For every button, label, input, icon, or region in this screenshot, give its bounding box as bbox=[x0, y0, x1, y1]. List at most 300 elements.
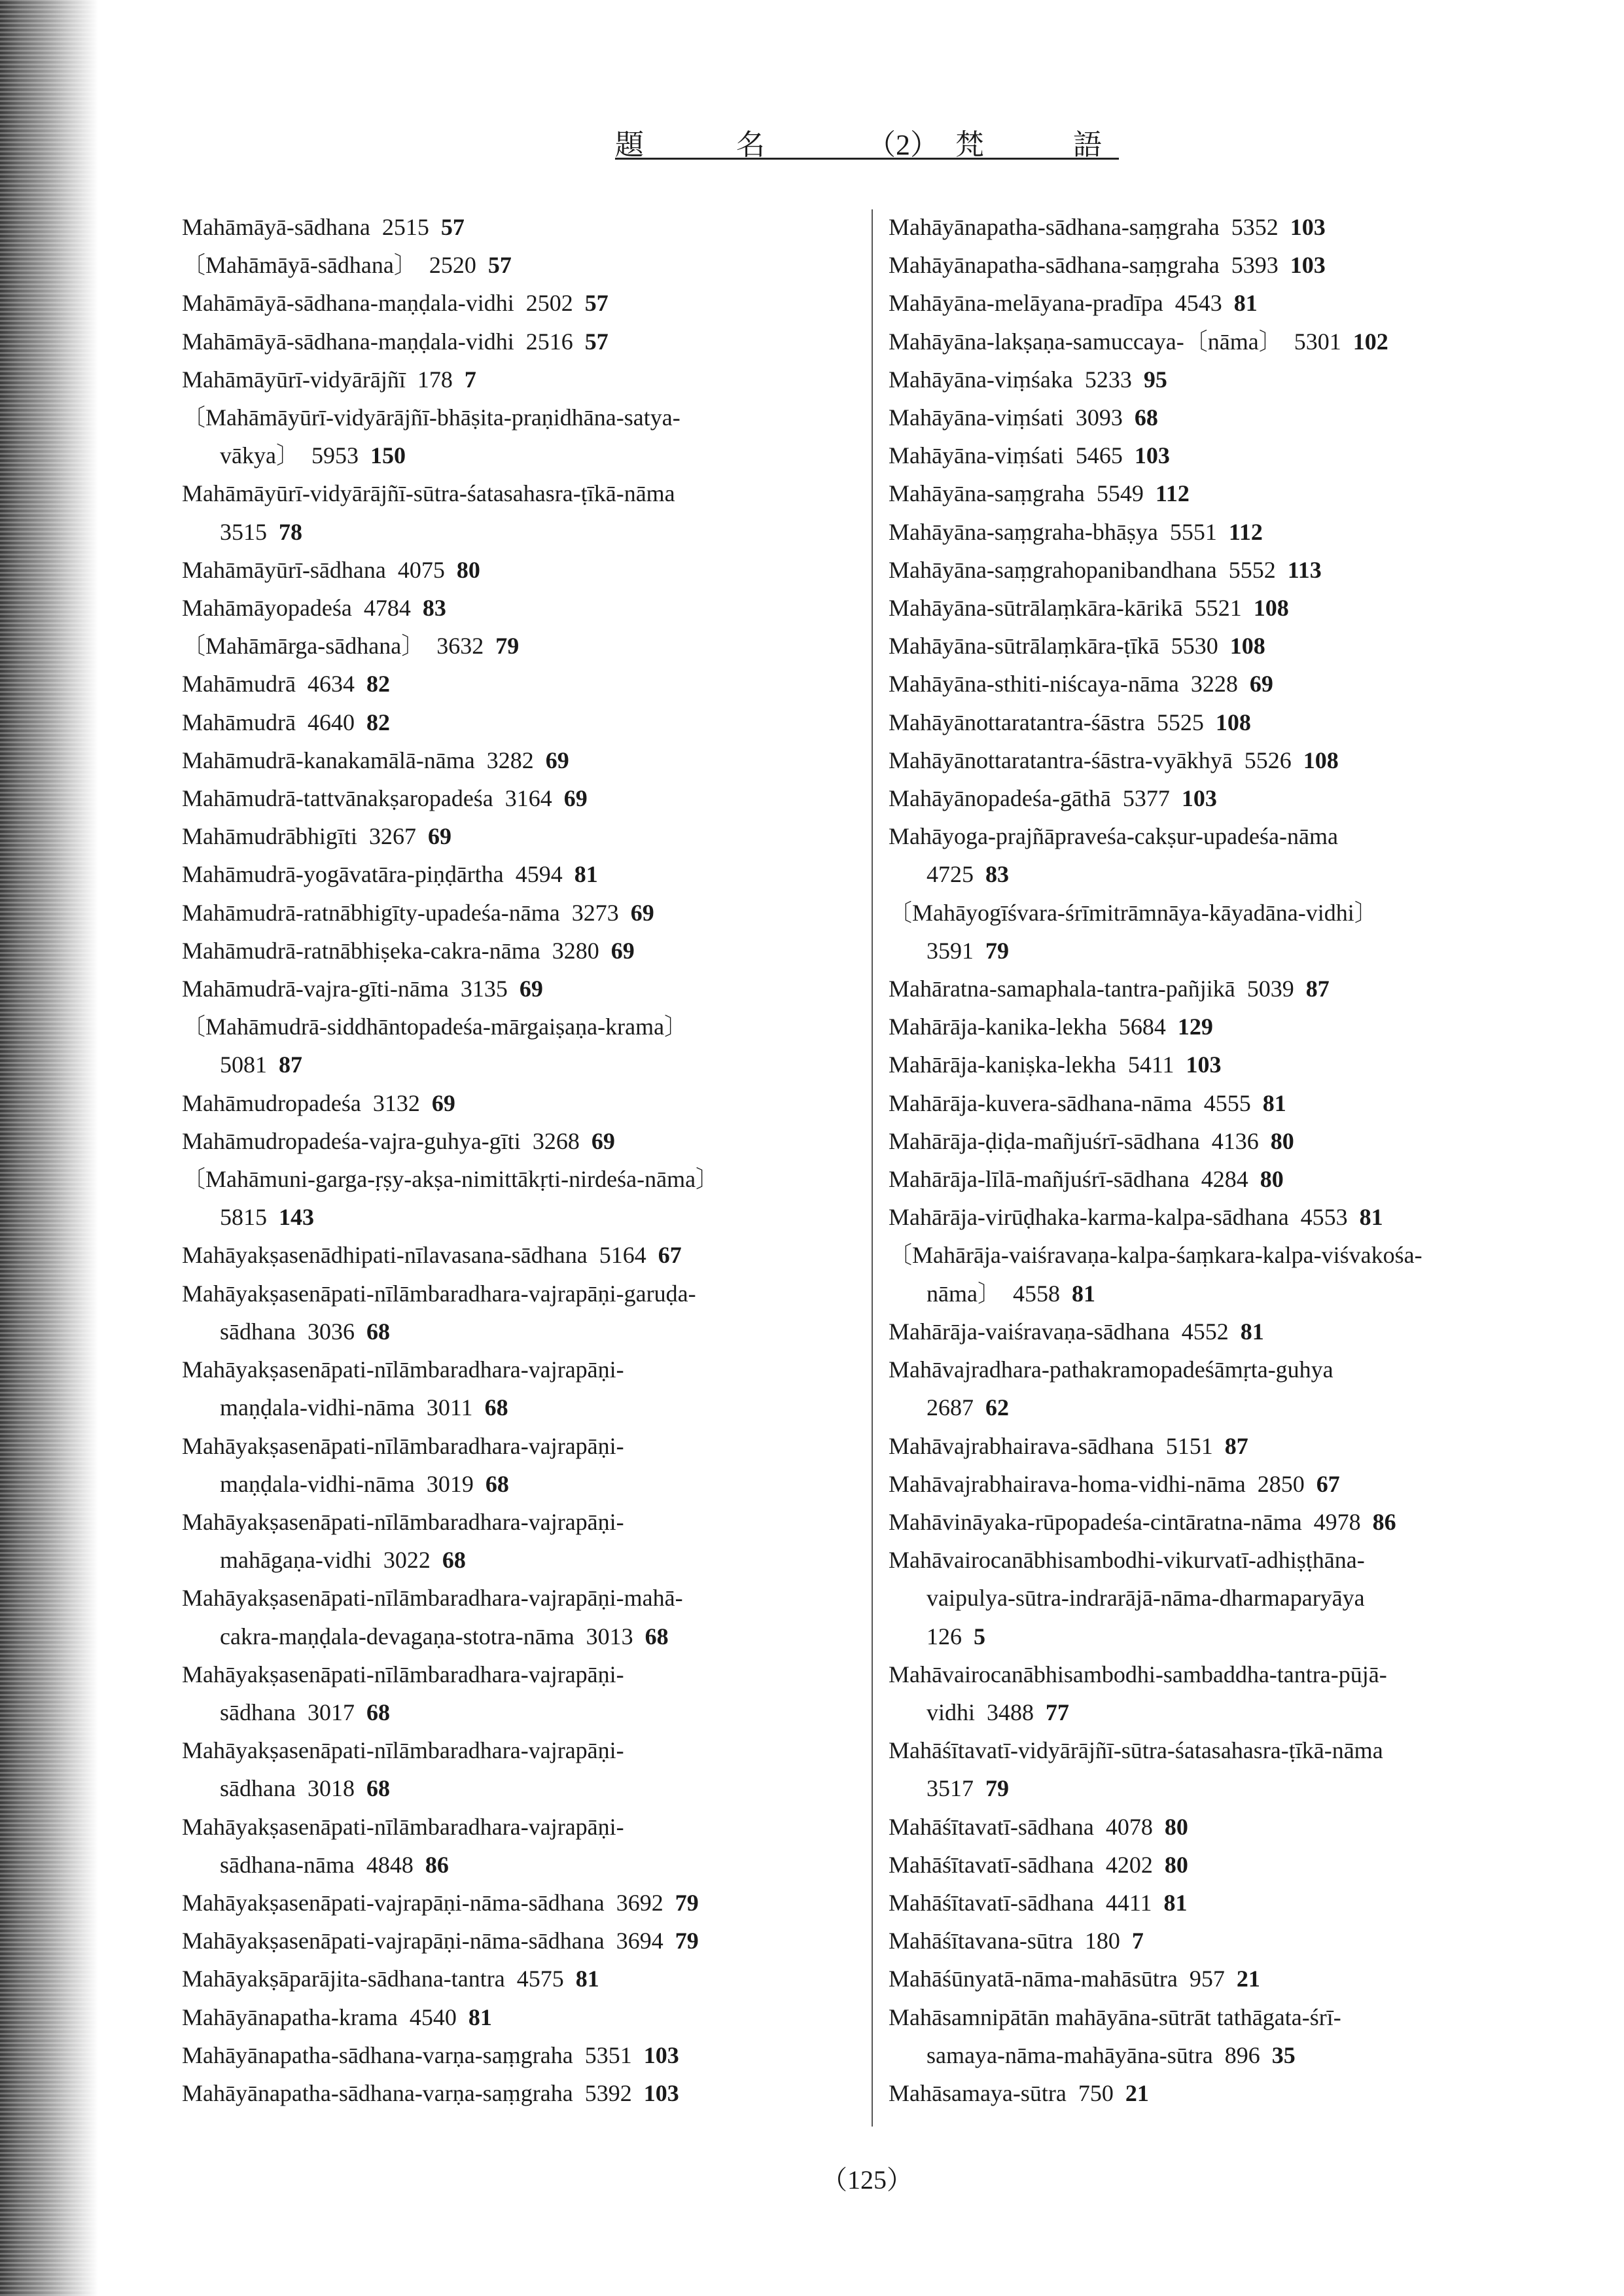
index-entry bbox=[182, 932, 862, 970]
entry-title: Mahārāja-vaiśravaṇa-sādhana bbox=[889, 1318, 1170, 1345]
entry-title: Mahāśītavatī-sādhana bbox=[889, 1889, 1094, 1916]
entry-page-number: 69 bbox=[519, 976, 543, 1002]
entry-catalog-number: 3164 bbox=[504, 785, 552, 812]
index-entry bbox=[889, 1846, 1569, 1884]
header-lang-char-1: 梵 bbox=[955, 129, 984, 161]
index-entry bbox=[182, 474, 862, 550]
entry-title: 〔Mahārāja-vaiśravaṇa-kalpa-śaṃkara-kalpa-viśvakośa- bbox=[889, 1242, 1422, 1269]
entry-catalog-number: 5684 bbox=[1118, 1014, 1166, 1040]
entry-title: Mahāmāyūrī-vidyārājñī bbox=[182, 366, 406, 393]
entry-page-number: 81 bbox=[1233, 290, 1258, 317]
entry-title: 〔Mahāyogīśvara-śrīmitrāmnāya-kāyadāna-vidhi〕 bbox=[889, 899, 1378, 926]
entry-catalog-number: 4540 bbox=[409, 2004, 457, 2030]
entry-catalog-number: 2516 bbox=[525, 328, 573, 355]
entry-title: Mahāyāna-sūtrālaṃkāra-ṭīkā bbox=[889, 633, 1159, 660]
entry-title: Mahāmudropadeśa-vajra-guhya-gīti bbox=[182, 1127, 521, 1154]
index-entry bbox=[182, 1427, 862, 1503]
index-entry bbox=[889, 246, 1569, 284]
entry-page-number: 68 bbox=[484, 1394, 508, 1421]
entry-title: Mahāmudrā-ratnābhiṣeka-cakra-nāma bbox=[182, 937, 540, 964]
index-entry bbox=[889, 1160, 1569, 1198]
entry-catalog-number: 5815 bbox=[220, 1204, 267, 1231]
entry-catalog-number: 3132 bbox=[372, 1089, 420, 1116]
entry-title: Mahāyāna-sūtrālaṃkāra-kārikā bbox=[889, 595, 1183, 622]
index-entry bbox=[889, 361, 1569, 398]
index-entry bbox=[889, 284, 1569, 322]
index-entry bbox=[889, 1808, 1569, 1846]
entry-catalog-number: 3011 bbox=[426, 1394, 473, 1421]
entry-title: Mahāyakṣasenāpati-vajrapāṇi-nāma-sādhana bbox=[182, 1928, 605, 1954]
entry-title: Mahāyakṣasenāpati-nīlāmbaradhara-vajrapāṇi- bbox=[182, 1356, 624, 1383]
entry-catalog-number: 4075 bbox=[397, 556, 445, 583]
index-entry bbox=[889, 1236, 1569, 1312]
entry-catalog-number: 3022 bbox=[383, 1547, 431, 1574]
entry-catalog-number: 4555 bbox=[1203, 1089, 1251, 1116]
entry-catalog-number: 126 bbox=[927, 1623, 962, 1650]
index-entry bbox=[889, 1313, 1569, 1351]
entry-catalog-number: 4136 bbox=[1211, 1127, 1259, 1154]
entry-title: Mahāyāna-sthiti-niścaya-nāma bbox=[889, 671, 1179, 698]
entry-catalog-number: 4552 bbox=[1181, 1318, 1229, 1345]
entry-page-number: 57 bbox=[487, 252, 512, 279]
entry-catalog-number: 3093 bbox=[1075, 404, 1123, 431]
entry-title: Mahāśītavatī-vidyārājñī-sūtra-śatasahasra-ṭīkā-nāma bbox=[889, 1737, 1383, 1764]
entry-catalog-number: 5551 bbox=[1169, 518, 1217, 545]
entry-title: sādhana bbox=[220, 1699, 296, 1725]
entry-title: Mahāyakṣasenāpati-nīlāmbaradhara-vajrapāṇi- bbox=[182, 1737, 624, 1764]
entry-page-number: 129 bbox=[1177, 1014, 1213, 1040]
entry-page-number: 68 bbox=[644, 1623, 669, 1650]
entry-page-number: 82 bbox=[366, 709, 390, 735]
entry-catalog-number: 5552 bbox=[1228, 556, 1276, 583]
entry-page-number: 69 bbox=[630, 899, 654, 926]
entry-catalog-number: 5549 bbox=[1096, 480, 1144, 507]
entry-catalog-number: 5039 bbox=[1246, 976, 1294, 1002]
entry-page-number: 81 bbox=[1071, 1280, 1095, 1307]
entry-catalog-number: 3036 bbox=[307, 1318, 355, 1345]
entry-page-number: 82 bbox=[366, 671, 390, 698]
entry-title: maṇḍala-vidhi-nāma bbox=[220, 1394, 415, 1421]
entry-catalog-number: 3517 bbox=[927, 1775, 974, 1802]
index-entry bbox=[182, 246, 862, 284]
entry-catalog-number: 2502 bbox=[525, 290, 573, 317]
entry-title: Mahāyoga-prajñāpraveśa-cakṣur-upadeśa-nāma bbox=[889, 823, 1338, 850]
entry-page-number: 95 bbox=[1143, 366, 1167, 393]
entry-title: Mahāyāna-viṃśati bbox=[889, 442, 1064, 469]
entry-page-number: 78 bbox=[279, 518, 302, 545]
index-entry bbox=[182, 1084, 862, 1122]
index-entry bbox=[182, 361, 862, 398]
entry-page-number: 5 bbox=[974, 1623, 985, 1650]
index-entry bbox=[889, 1465, 1569, 1503]
entry-page-number: 81 bbox=[575, 1966, 599, 1992]
index-entry bbox=[889, 1198, 1569, 1236]
index-entry bbox=[889, 436, 1569, 474]
index-entry bbox=[182, 1998, 862, 2036]
index-entry bbox=[182, 284, 862, 322]
column-divider bbox=[872, 209, 873, 2127]
entry-title: 〔Mahāmāyā-sādhana〕 bbox=[182, 252, 417, 279]
entry-title: Mahāyāna-saṃgraha bbox=[889, 480, 1085, 507]
entry-title: Mahārāja-kuvera-sādhana-nāma bbox=[889, 1089, 1192, 1116]
index-entry bbox=[182, 551, 862, 589]
entry-catalog-number: 3019 bbox=[426, 1470, 474, 1497]
entry-title: Mahāyakṣasenādhipati-nīlavasana-sādhana bbox=[182, 1242, 588, 1269]
entry-page-number: 77 bbox=[1046, 1699, 1070, 1725]
entry-catalog-number: 5393 bbox=[1231, 252, 1279, 279]
index-entry bbox=[889, 513, 1569, 551]
header-section-number: （2） bbox=[867, 129, 939, 161]
entry-page-number: 113 bbox=[1287, 556, 1322, 583]
index-entry bbox=[889, 1884, 1569, 1922]
entry-catalog-number: 5521 bbox=[1194, 595, 1242, 622]
index-entry bbox=[889, 894, 1569, 970]
entry-title: Mahāsamnipātān mahāyāna-sūtrāt tathāgata-śrī- bbox=[889, 2004, 1341, 2030]
entry-title: sādhana bbox=[220, 1318, 296, 1345]
entry-title: Mahāyānottaratantra-śāstra bbox=[889, 709, 1145, 735]
entry-page-number: 108 bbox=[1215, 709, 1251, 735]
index-entry bbox=[889, 970, 1569, 1008]
entry-title: Mahāmudrābhigīti bbox=[182, 823, 357, 850]
entry-catalog-number: 5526 bbox=[1244, 747, 1292, 773]
index-entry bbox=[182, 1960, 862, 1998]
entry-page-number: 87 bbox=[1305, 976, 1330, 1002]
header-title-char-2: 名 bbox=[736, 129, 765, 161]
entry-page-number: 81 bbox=[468, 2004, 492, 2030]
entry-catalog-number: 5352 bbox=[1231, 214, 1279, 240]
entry-page-number: 81 bbox=[574, 861, 598, 888]
entry-title: Mahāśītavatī-sādhana bbox=[889, 1813, 1094, 1840]
entry-page-number: 103 bbox=[643, 2079, 679, 2106]
entry-page-number: 79 bbox=[495, 633, 520, 660]
entry-title: maṇḍala-vidhi-nāma bbox=[220, 1470, 415, 1497]
entry-catalog-number: 5301 bbox=[1294, 328, 1341, 355]
entry-catalog-number: 3280 bbox=[552, 937, 599, 964]
entry-catalog-number: 4640 bbox=[307, 709, 355, 735]
entry-catalog-number: 4202 bbox=[1105, 1851, 1153, 1878]
entry-catalog-number: 4978 bbox=[1313, 1508, 1361, 1535]
entry-title: Mahāyakṣasenāpati-nīlāmbaradhara-vajrapāṇi- bbox=[182, 1813, 624, 1840]
entry-title: Mahāyānottaratantra-śāstra-vyākhyā bbox=[889, 747, 1233, 773]
entry-title: Mahāyāna-melāyana-pradīpa bbox=[889, 290, 1163, 317]
entry-page-number: 80 bbox=[1260, 1166, 1284, 1193]
entry-page-number: 7 bbox=[1131, 1928, 1144, 1954]
index-entry bbox=[889, 741, 1569, 779]
entry-page-number: 79 bbox=[675, 1928, 699, 1954]
entry-title: Mahāyakṣasenāpati-nīlāmbaradhara-vajrapāṇi-garuḍa- bbox=[182, 1280, 696, 1307]
index-entry bbox=[182, 703, 862, 741]
entry-page-number: 79 bbox=[985, 937, 1009, 964]
entry-title: cakra-maṇḍala-devagaṇa-stotra-nāma bbox=[220, 1623, 574, 1650]
entry-title: sādhana-nāma bbox=[220, 1851, 355, 1878]
entry-page-number: 68 bbox=[366, 1699, 390, 1725]
index-entry bbox=[889, 1998, 1569, 2074]
index-entry bbox=[889, 1503, 1569, 1541]
entry-title: Mahāyānapatha-krama bbox=[182, 2004, 398, 2030]
entry-title: Mahāmudrā-tattvānakṣaropadeśa bbox=[182, 785, 493, 812]
entry-catalog-number: 3228 bbox=[1190, 671, 1238, 698]
entry-catalog-number: 5351 bbox=[584, 2041, 632, 2068]
entry-page-number: 112 bbox=[1155, 480, 1190, 507]
entry-title: Mahāyāna-lakṣaṇa-samuccaya-〔nāma〕 bbox=[889, 328, 1282, 355]
entry-title: Mahāmāyopadeśa bbox=[182, 595, 352, 622]
entry-page-number: 103 bbox=[643, 2041, 679, 2068]
entry-title: Mahāyāna-viṃśaka bbox=[889, 366, 1073, 393]
entry-page-number: 86 bbox=[425, 1851, 449, 1878]
entry-catalog-number: 4284 bbox=[1201, 1166, 1248, 1193]
entry-page-number: 102 bbox=[1352, 328, 1388, 355]
header-title-char-1: 題 bbox=[615, 129, 644, 161]
entry-catalog-number: 5530 bbox=[1171, 633, 1218, 660]
entry-title: Mahāsamaya-sūtra bbox=[889, 2079, 1067, 2106]
entry-page-number: 68 bbox=[366, 1318, 390, 1345]
entry-catalog-number: 5081 bbox=[220, 1051, 267, 1078]
entry-page-number: 69 bbox=[591, 1127, 615, 1154]
index-entry bbox=[182, 1922, 862, 1960]
entry-title: Mahārāja-līlā-mañjuśrī-sādhana bbox=[889, 1166, 1190, 1193]
entry-page-number: 81 bbox=[1262, 1089, 1286, 1116]
entry-catalog-number: 3692 bbox=[616, 1889, 663, 1916]
index-entry bbox=[889, 1922, 1569, 1960]
entry-catalog-number: 4634 bbox=[307, 671, 355, 698]
entry-catalog-number: 5525 bbox=[1156, 709, 1204, 735]
entry-page-number: 7 bbox=[464, 366, 476, 393]
entry-catalog-number: 3282 bbox=[486, 747, 534, 773]
entry-catalog-number: 3135 bbox=[460, 976, 508, 1002]
entry-title: Mahāmāyūrī-sādhana bbox=[182, 556, 386, 583]
index-entry bbox=[182, 323, 862, 361]
entry-title: Mahāmāyā-sādhana-maṇḍala-vidhi bbox=[182, 290, 514, 317]
entry-title: Mahārāja-virūḍhaka-karma-kalpa-sādhana bbox=[889, 1204, 1289, 1231]
index-entry bbox=[889, 817, 1569, 893]
entry-title: Mahāyānapatha-sādhana-varṇa-saṃgraha bbox=[182, 2079, 573, 2106]
index-entry bbox=[182, 398, 862, 474]
entry-catalog-number: 4725 bbox=[927, 861, 974, 888]
index-entry bbox=[182, 1655, 862, 1731]
entry-catalog-number: 3267 bbox=[368, 823, 416, 850]
index-entry bbox=[889, 1046, 1569, 1084]
entry-title: Mahāmudrā-yogāvatāra-piṇḍārtha bbox=[182, 861, 504, 888]
entry-page-number: 69 bbox=[545, 747, 569, 773]
index-entry bbox=[182, 665, 862, 703]
entry-catalog-number: 2850 bbox=[1257, 1470, 1305, 1497]
index-entry bbox=[889, 1008, 1569, 1046]
index-entry bbox=[889, 1960, 1569, 1998]
index-entry bbox=[889, 627, 1569, 665]
index-entry bbox=[182, 1275, 862, 1351]
entry-page-number: 86 bbox=[1372, 1508, 1396, 1535]
entry-title: mahāgaṇa-vidhi bbox=[220, 1547, 372, 1574]
entry-title: Mahāyānopadeśa-gāthā bbox=[889, 785, 1111, 812]
entry-page-number: 80 bbox=[456, 556, 480, 583]
index-entry bbox=[182, 1808, 862, 1884]
entry-title: Mahāmāyā-sādhana-maṇḍala-vidhi bbox=[182, 328, 514, 355]
entry-page-number: 69 bbox=[1249, 671, 1273, 698]
entry-title: 〔Mahāmudrā-siddhāntopadeśa-mārgaiṣaṇa-krama〕 bbox=[182, 1014, 688, 1040]
entry-catalog-number: 957 bbox=[1189, 1966, 1225, 1992]
entry-title: Mahāyakṣasenāpati-nīlāmbaradhara-vajrapāṇi- bbox=[182, 1508, 624, 1535]
entry-page-number: 87 bbox=[1224, 1432, 1248, 1459]
entry-page-number: 79 bbox=[985, 1775, 1009, 1802]
entry-title: Mahāvajrabhairava-sādhana bbox=[889, 1432, 1154, 1459]
entry-catalog-number: 3273 bbox=[571, 899, 619, 926]
entry-title: samaya-nāma-mahāyāna-sūtra bbox=[927, 2041, 1213, 2068]
entry-page-number: 68 bbox=[366, 1775, 390, 1802]
entry-catalog-number: 750 bbox=[1078, 2079, 1114, 2106]
index-entry bbox=[182, 208, 862, 246]
entry-page-number: 35 bbox=[1271, 2041, 1296, 2068]
entry-catalog-number: 2520 bbox=[429, 252, 476, 279]
index-entry bbox=[889, 1655, 1569, 1731]
entry-page-number: 103 bbox=[1181, 785, 1217, 812]
entry-title: Mahāśūnyatā-nāma-mahāsūtra bbox=[889, 1966, 1178, 1992]
index-entry bbox=[182, 2074, 862, 2112]
entry-title: Mahāvairocanābhisambodhi-sambaddha-tantra-pūjā- bbox=[889, 1661, 1387, 1687]
entry-page-number: 21 bbox=[1125, 2079, 1149, 2106]
index-entry bbox=[889, 1084, 1569, 1122]
index-entry bbox=[182, 2036, 862, 2074]
entry-title: Mahāyakṣasenāpati-vajrapāṇi-nāma-sādhana bbox=[182, 1889, 605, 1916]
entry-catalog-number: 4848 bbox=[366, 1851, 414, 1878]
entry-title: Mahāyakṣasenāpati-nīlāmbaradhara-vajrapāṇi- bbox=[182, 1661, 624, 1687]
entry-catalog-number: 4543 bbox=[1174, 290, 1222, 317]
entry-catalog-number: 4411 bbox=[1105, 1889, 1152, 1916]
entry-catalog-number: 180 bbox=[1084, 1928, 1120, 1954]
entry-title: Mahāyānapatha-sādhana-saṃgraha bbox=[889, 252, 1220, 279]
entry-catalog-number: 4594 bbox=[515, 861, 563, 888]
entry-title: Mahāmudrā bbox=[182, 709, 296, 735]
entry-catalog-number: 3632 bbox=[436, 633, 484, 660]
entry-catalog-number: 3017 bbox=[307, 1699, 355, 1725]
entry-page-number: 108 bbox=[1229, 633, 1265, 660]
entry-catalog-number: 4558 bbox=[1012, 1280, 1060, 1307]
entry-page-number: 83 bbox=[422, 595, 446, 622]
entry-title: Mahāmudrā bbox=[182, 671, 296, 698]
entry-title: Mahāmudrā-ratnābhigīty-upadeśa-nāma bbox=[182, 899, 560, 926]
entry-catalog-number: 3515 bbox=[220, 518, 267, 545]
entry-title: Mahāvajrabhairava-homa-vidhi-nāma bbox=[889, 1470, 1246, 1497]
entry-page-number: 103 bbox=[1290, 214, 1326, 240]
entry-page-number: 68 bbox=[1134, 404, 1158, 431]
index-entry bbox=[182, 1122, 862, 1160]
entry-catalog-number: 3018 bbox=[307, 1775, 355, 1802]
index-entry bbox=[889, 474, 1569, 512]
entry-title: 〔Mahāmārga-sādhana〕 bbox=[182, 633, 425, 660]
entry-page-number: 62 bbox=[985, 1394, 1009, 1421]
entry-page-number: 68 bbox=[442, 1547, 466, 1574]
index-entry bbox=[889, 323, 1569, 361]
index-entry bbox=[889, 665, 1569, 703]
entry-page-number: 108 bbox=[1303, 747, 1339, 773]
entry-title: Mahāśītavana-sūtra bbox=[889, 1928, 1073, 1954]
entry-title: Mahāyānapatha-sādhana-varṇa-saṃgraha bbox=[182, 2041, 573, 2068]
index-entry bbox=[889, 551, 1569, 589]
entry-catalog-number: 4553 bbox=[1300, 1204, 1348, 1231]
index-entry bbox=[889, 1351, 1569, 1426]
index-entry bbox=[889, 779, 1569, 817]
entry-page-number: 87 bbox=[279, 1051, 302, 1078]
index-entry bbox=[182, 1236, 862, 1274]
entry-title: Mahāyakṣasenāpati-nīlāmbaradhara-vajrapāṇi- bbox=[182, 1432, 624, 1459]
entry-title: Mahārāja-kanika-lekha bbox=[889, 1014, 1107, 1040]
entry-page-number: 80 bbox=[1270, 1127, 1294, 1154]
entry-page-number: 68 bbox=[485, 1470, 509, 1497]
entry-title: vākya〕 bbox=[220, 442, 300, 469]
entry-catalog-number: 2687 bbox=[927, 1394, 974, 1421]
entry-catalog-number: 3694 bbox=[616, 1928, 663, 1954]
index-entry bbox=[182, 627, 862, 665]
index-entry bbox=[182, 1579, 862, 1655]
entry-catalog-number: 2515 bbox=[381, 214, 429, 240]
entry-page-number: 79 bbox=[675, 1889, 699, 1916]
entry-title: Mahāratna-samaphala-tantra-pañjikā bbox=[889, 976, 1235, 1002]
entry-title: Mahāmāyā-sādhana bbox=[182, 214, 370, 240]
entry-page-number: 80 bbox=[1164, 1851, 1188, 1878]
index-entry bbox=[182, 894, 862, 932]
entry-catalog-number: 3591 bbox=[927, 937, 974, 964]
entry-title: Mahāvairocanābhisambodhi-vikurvatī-adhiṣṭhāna- bbox=[889, 1547, 1365, 1574]
index-entry bbox=[889, 2074, 1569, 2112]
entry-page-number: 83 bbox=[985, 861, 1009, 888]
index-entry bbox=[182, 970, 862, 1008]
entry-title: Mahāvināyaka-rūpopadeśa-cintāratna-nāma bbox=[889, 1508, 1302, 1535]
entry-title: 〔Mahāmāyūrī-vidyārājñī-bhāṣita-praṇidhāna-satya- bbox=[182, 404, 680, 431]
index-entry bbox=[182, 855, 862, 893]
entry-title: Mahāyāna-saṃgraha-bhāṣya bbox=[889, 518, 1158, 545]
entry-page-number: 69 bbox=[427, 823, 451, 850]
entry-catalog-number: 3268 bbox=[532, 1127, 580, 1154]
entry-page-number: 112 bbox=[1228, 518, 1263, 545]
entry-page-number: 143 bbox=[279, 1204, 314, 1231]
entry-title: vaipulya-sūtra-indrarājā-nāma-dharmaparyāya bbox=[927, 1585, 1365, 1612]
entry-catalog-number: 5377 bbox=[1122, 785, 1170, 812]
entry-title: Mahāyakṣāparājita-sādhana-tantra bbox=[182, 1966, 505, 1992]
entry-catalog-number: 178 bbox=[417, 366, 453, 393]
entry-title: Mahāśītavatī-sādhana bbox=[889, 1851, 1094, 1878]
index-entry bbox=[889, 1427, 1569, 1465]
entry-page-number: 67 bbox=[1316, 1470, 1340, 1497]
entry-title: Mahāvajradhara-pathakramopadeśāmṛta-guhya bbox=[889, 1356, 1333, 1383]
entry-title: 〔Mahāmuni-garga-ṛṣy-akṣa-nimittākṛti-nirdeśa-nāma〕 bbox=[182, 1166, 720, 1193]
entry-title: Mahāmudrā-kanakamālā-nāma bbox=[182, 747, 475, 773]
entry-catalog-number: 4784 bbox=[363, 595, 411, 622]
entry-page-number: 21 bbox=[1236, 1966, 1260, 1992]
entry-page-number: 57 bbox=[440, 214, 465, 240]
header-lang-char-2: 語 bbox=[1073, 129, 1102, 161]
index-entry bbox=[182, 589, 862, 627]
index-entry bbox=[889, 703, 1569, 741]
entry-title: sādhana bbox=[220, 1775, 296, 1802]
page-number: （125） bbox=[821, 2165, 913, 2195]
entry-title: Mahāyāna-saṃgrahopanibandhana bbox=[889, 556, 1217, 583]
entry-catalog-number: 5411 bbox=[1127, 1051, 1174, 1078]
entry-page-number: 67 bbox=[658, 1242, 682, 1269]
index-entry bbox=[889, 1731, 1569, 1807]
index-entry bbox=[182, 1351, 862, 1426]
entry-title: Mahāyānapatha-sādhana-saṃgraha bbox=[889, 214, 1220, 240]
index-entry bbox=[889, 398, 1569, 436]
entry-title: Mahāyakṣasenāpati-nīlāmbaradhara-vajrapāṇi-mahā- bbox=[182, 1585, 683, 1612]
entry-title: Mahāmāyūrī-vidyārājñī-sūtra-śatasahasra-ṭīkā-nāma bbox=[182, 480, 675, 507]
entry-catalog-number: 5392 bbox=[584, 2079, 632, 2106]
entry-page-number: 57 bbox=[584, 328, 609, 355]
entry-page-number: 81 bbox=[1240, 1318, 1264, 1345]
entry-catalog-number: 4078 bbox=[1105, 1813, 1153, 1840]
index-entry bbox=[182, 1884, 862, 1922]
page-header bbox=[615, 121, 1119, 160]
entry-page-number: 150 bbox=[370, 442, 406, 469]
right-index-column bbox=[889, 208, 1569, 2112]
